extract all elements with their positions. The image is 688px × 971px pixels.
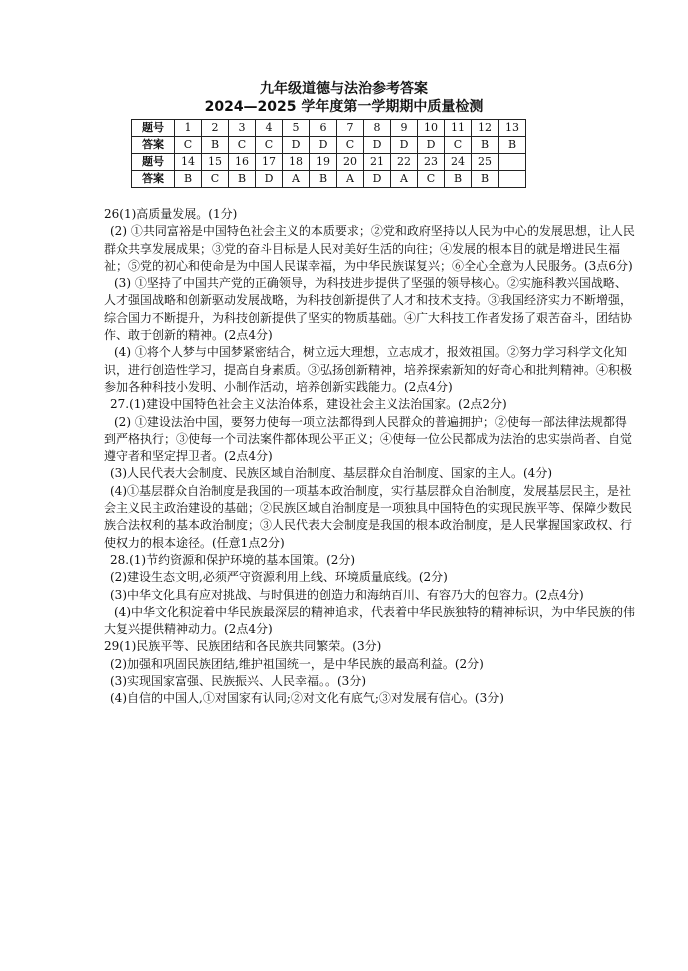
table-cell: 6 — [310, 120, 337, 137]
table-row-header: 题号 — [132, 120, 175, 137]
table-cell: D — [364, 137, 391, 154]
page-title: 九年级道德与法治参考答案 — [260, 81, 428, 97]
table-cell: 9 — [391, 120, 418, 137]
answer-28-1: 28.(1)节约资源和保护环境的基本国策。(2分) — [110, 552, 356, 567]
table-cell: 20 — [337, 154, 364, 171]
table-cell: 4 — [256, 120, 283, 137]
answer-body — [104, 206, 638, 708]
table-cell: 21 — [364, 154, 391, 171]
table-cell: D — [283, 137, 310, 154]
table-cell: A — [283, 171, 310, 188]
answer-26-1: 26(1)高质量发展。(1分) — [104, 207, 238, 221]
answer-27-1: 27.(1)建设中国特色社会主义法治体系，建设社会主义法治国家。(2点2分) — [110, 397, 507, 412]
table-cell: 15 — [202, 154, 229, 171]
table-cell: 19 — [310, 154, 337, 171]
table-cell: C — [175, 137, 202, 154]
page-subtitle: 2024—2025 学年度第一学期期中质量检测 — [204, 99, 484, 115]
table-cell: C — [418, 171, 445, 188]
table-cell: 8 — [364, 120, 391, 137]
answer-28-4: (4)中华文化积淀着中华民族最深层的精神追求，代表着中华民族独特的精神标识，为中华民族的伟大复兴提供精神动力。(2点4分) — [104, 604, 636, 637]
table-row — [132, 171, 526, 188]
answer-27-2: (2) ①建设法治中国，要努力使每一项立法都得到人民群众的普遍拥护；②使每一部法律法规都得到严格执行；③使每一个司法案件都体现公平正义；④使每一位公民都成为法治的忠实崇尚者、自觉遵守者和坚定捍卫者。(2点4分) — [104, 414, 633, 464]
answer-29-2: (2)加强和巩固民族团结,维护祖国统一，是中华民族的最高利益。(2分) — [110, 656, 484, 671]
table-cell: 5 — [283, 120, 310, 137]
answer-29-3: (3)实现国家富强、民族振兴、人民幸福。。(3分) — [110, 674, 366, 689]
table-cell: 12 — [472, 120, 499, 137]
table-cell: 11 — [445, 120, 472, 137]
table-cell: D — [364, 171, 391, 188]
answer-26-4: (4) ①将个人梦与中国梦紧密结合，树立远大理想，立志成才，报效祖国。②努力学习科学文化知识，进行创造性学习，提高自身素质。③弘扬创新精神，培养探索新知的好奇心和批判精神。④积极参加各种科技小发明、小制作活动，培养创新实践能力。(2点4分) — [104, 345, 633, 394]
table-cell: C — [337, 137, 364, 154]
table-cell: B — [472, 137, 499, 154]
table-cell: B — [445, 171, 472, 188]
table-cell: 23 — [418, 154, 445, 171]
answer-29-1: 29(1)民族平等、民族团结和各民族共同繁荣。(3分) — [104, 639, 382, 654]
table-cell: 16 — [229, 154, 256, 171]
table-cell: B — [472, 171, 499, 188]
table-cell: 22 — [391, 154, 418, 171]
table-cell: C — [202, 171, 229, 188]
table-cell: B — [229, 171, 256, 188]
table-cell: D — [256, 171, 283, 188]
answer-27-4: (4)①基层群众自治制度是我国的一项基本政治制度，实行基层群众自治制度，发展基层民主，是社会主义民主政治建设的基础；②民族区域自治制度是一项独具中国特色的实现民族平等、保障少数民族合法权利的基本政治制度；③人民代表大会制度是我国的根本政治制度，是人民掌握国家政权、行使权力的根本途径。(任意1点2分) — [104, 483, 633, 550]
table-cell: A — [337, 171, 364, 188]
table-cell: 25 — [472, 154, 499, 171]
table-cell: 3 — [229, 120, 256, 137]
table-cell: C — [229, 137, 256, 154]
table-row — [132, 154, 526, 171]
table-cell: B — [202, 137, 229, 154]
table-cell: D — [418, 137, 445, 154]
table-cell: 18 — [283, 154, 310, 171]
table-cell: D — [310, 137, 337, 154]
table-row — [132, 120, 526, 137]
answer-26-3: (3) ①坚持了中国共产党的正确领导，为科技进步提供了坚强的领导核心。②实施科教兴国战略、人才强国战略和创新驱动发展战略，为科技创新提供了人才和技术支持。③我国经济实力不断增强，综合国力不断提升，为科技创新提供了坚实的物质基础。④广大科技工作者发扬了艰苦奋斗，团结协作、敢于创新的精神。(2点4分) — [104, 276, 633, 343]
table-cell: B — [310, 171, 337, 188]
table-cell: C — [256, 137, 283, 154]
table-row — [132, 137, 526, 154]
table-row-header: 答案 — [132, 171, 175, 188]
table-cell: 2 — [202, 120, 229, 137]
table-cell: 1 — [175, 120, 202, 137]
table-cell: B — [175, 171, 202, 188]
table-cell — [499, 154, 526, 171]
answer-27-3: (3)人民代表大会制度、民族区域自治制度、基层群众自治制度、国家的主人。(4分) — [110, 466, 552, 481]
table-cell: 10 — [418, 120, 445, 137]
answer-28-2: (2)建设生态文明,必须严守资源利用上线、环境质量底线。(2分) — [110, 570, 448, 585]
table-row-header: 答案 — [132, 137, 175, 154]
answer-29-4: (4)自信的中国人,①对国家有认同;②对文化有底气;③对发展有信心。(3分) — [110, 691, 504, 706]
answer-26-2: (2) ①共同富裕是中国特色社会主义的本质要求；②党和政府坚持以人民为中心的发展思想，让人民群众共享发展成果；③党的奋斗目标是人民对美好生活的向往；④发展的根本目的就是增进民生福祉；⑤党的初心和使命是为中国人民谋幸福，为中华民族谋复兴；⑥全心全意为人民服务。(3点6分) — [104, 224, 635, 273]
table-cell: 14 — [175, 154, 202, 171]
table-cell: B — [499, 137, 526, 154]
table-cell: 7 — [337, 120, 364, 137]
table-cell: D — [391, 137, 418, 154]
table-cell: 24 — [445, 154, 472, 171]
table-cell: C — [445, 137, 472, 154]
table-row-header: 题号 — [132, 154, 175, 171]
table-cell: 17 — [256, 154, 283, 171]
table-cell: A — [391, 171, 418, 188]
table-cell: 13 — [499, 120, 526, 137]
answer-key-table — [131, 119, 526, 188]
table-cell — [499, 171, 526, 188]
answer-28-3: (3)中华文化具有应对挑战、与时俱进的创造力和海纳百川、有容乃大的包容力。(2点4分) — [110, 587, 584, 602]
